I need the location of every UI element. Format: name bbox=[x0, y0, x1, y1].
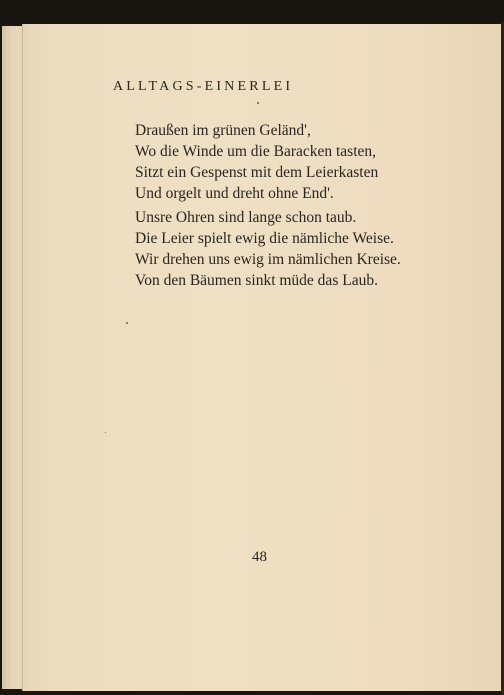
poem-line: Die Leier spielt ewig die nämliche Weise. bbox=[135, 230, 394, 247]
poem-line: Wir drehen uns ewig im nämlichen Kreise. bbox=[135, 251, 401, 268]
paper-speck bbox=[257, 102, 259, 104]
paper-speck bbox=[126, 322, 128, 324]
paper-speck bbox=[105, 432, 106, 433]
poem-line: Sitzt ein Gespenst mit dem Leierkasten bbox=[135, 164, 379, 181]
poem-line: Unsre Ohren sind lange schon taub. bbox=[135, 209, 357, 226]
poem-line: Draußen im grünen Geländ', bbox=[135, 122, 311, 139]
poem-line: Und orgelt und dreht ohne End'. bbox=[135, 185, 334, 202]
binding-shadow bbox=[0, 0, 504, 22]
poem-title: ALLTAGS-EINERLEI bbox=[113, 79, 294, 94]
poem-stanza-2 bbox=[135, 207, 401, 291]
poem-line: Wo die Winde um die Baracken tasten, bbox=[135, 143, 377, 160]
page-number: 48 bbox=[252, 549, 267, 565]
poem-stanza-1 bbox=[135, 120, 378, 204]
poem-line: Von den Bäumen sinkt müde das Laub. bbox=[135, 272, 378, 289]
